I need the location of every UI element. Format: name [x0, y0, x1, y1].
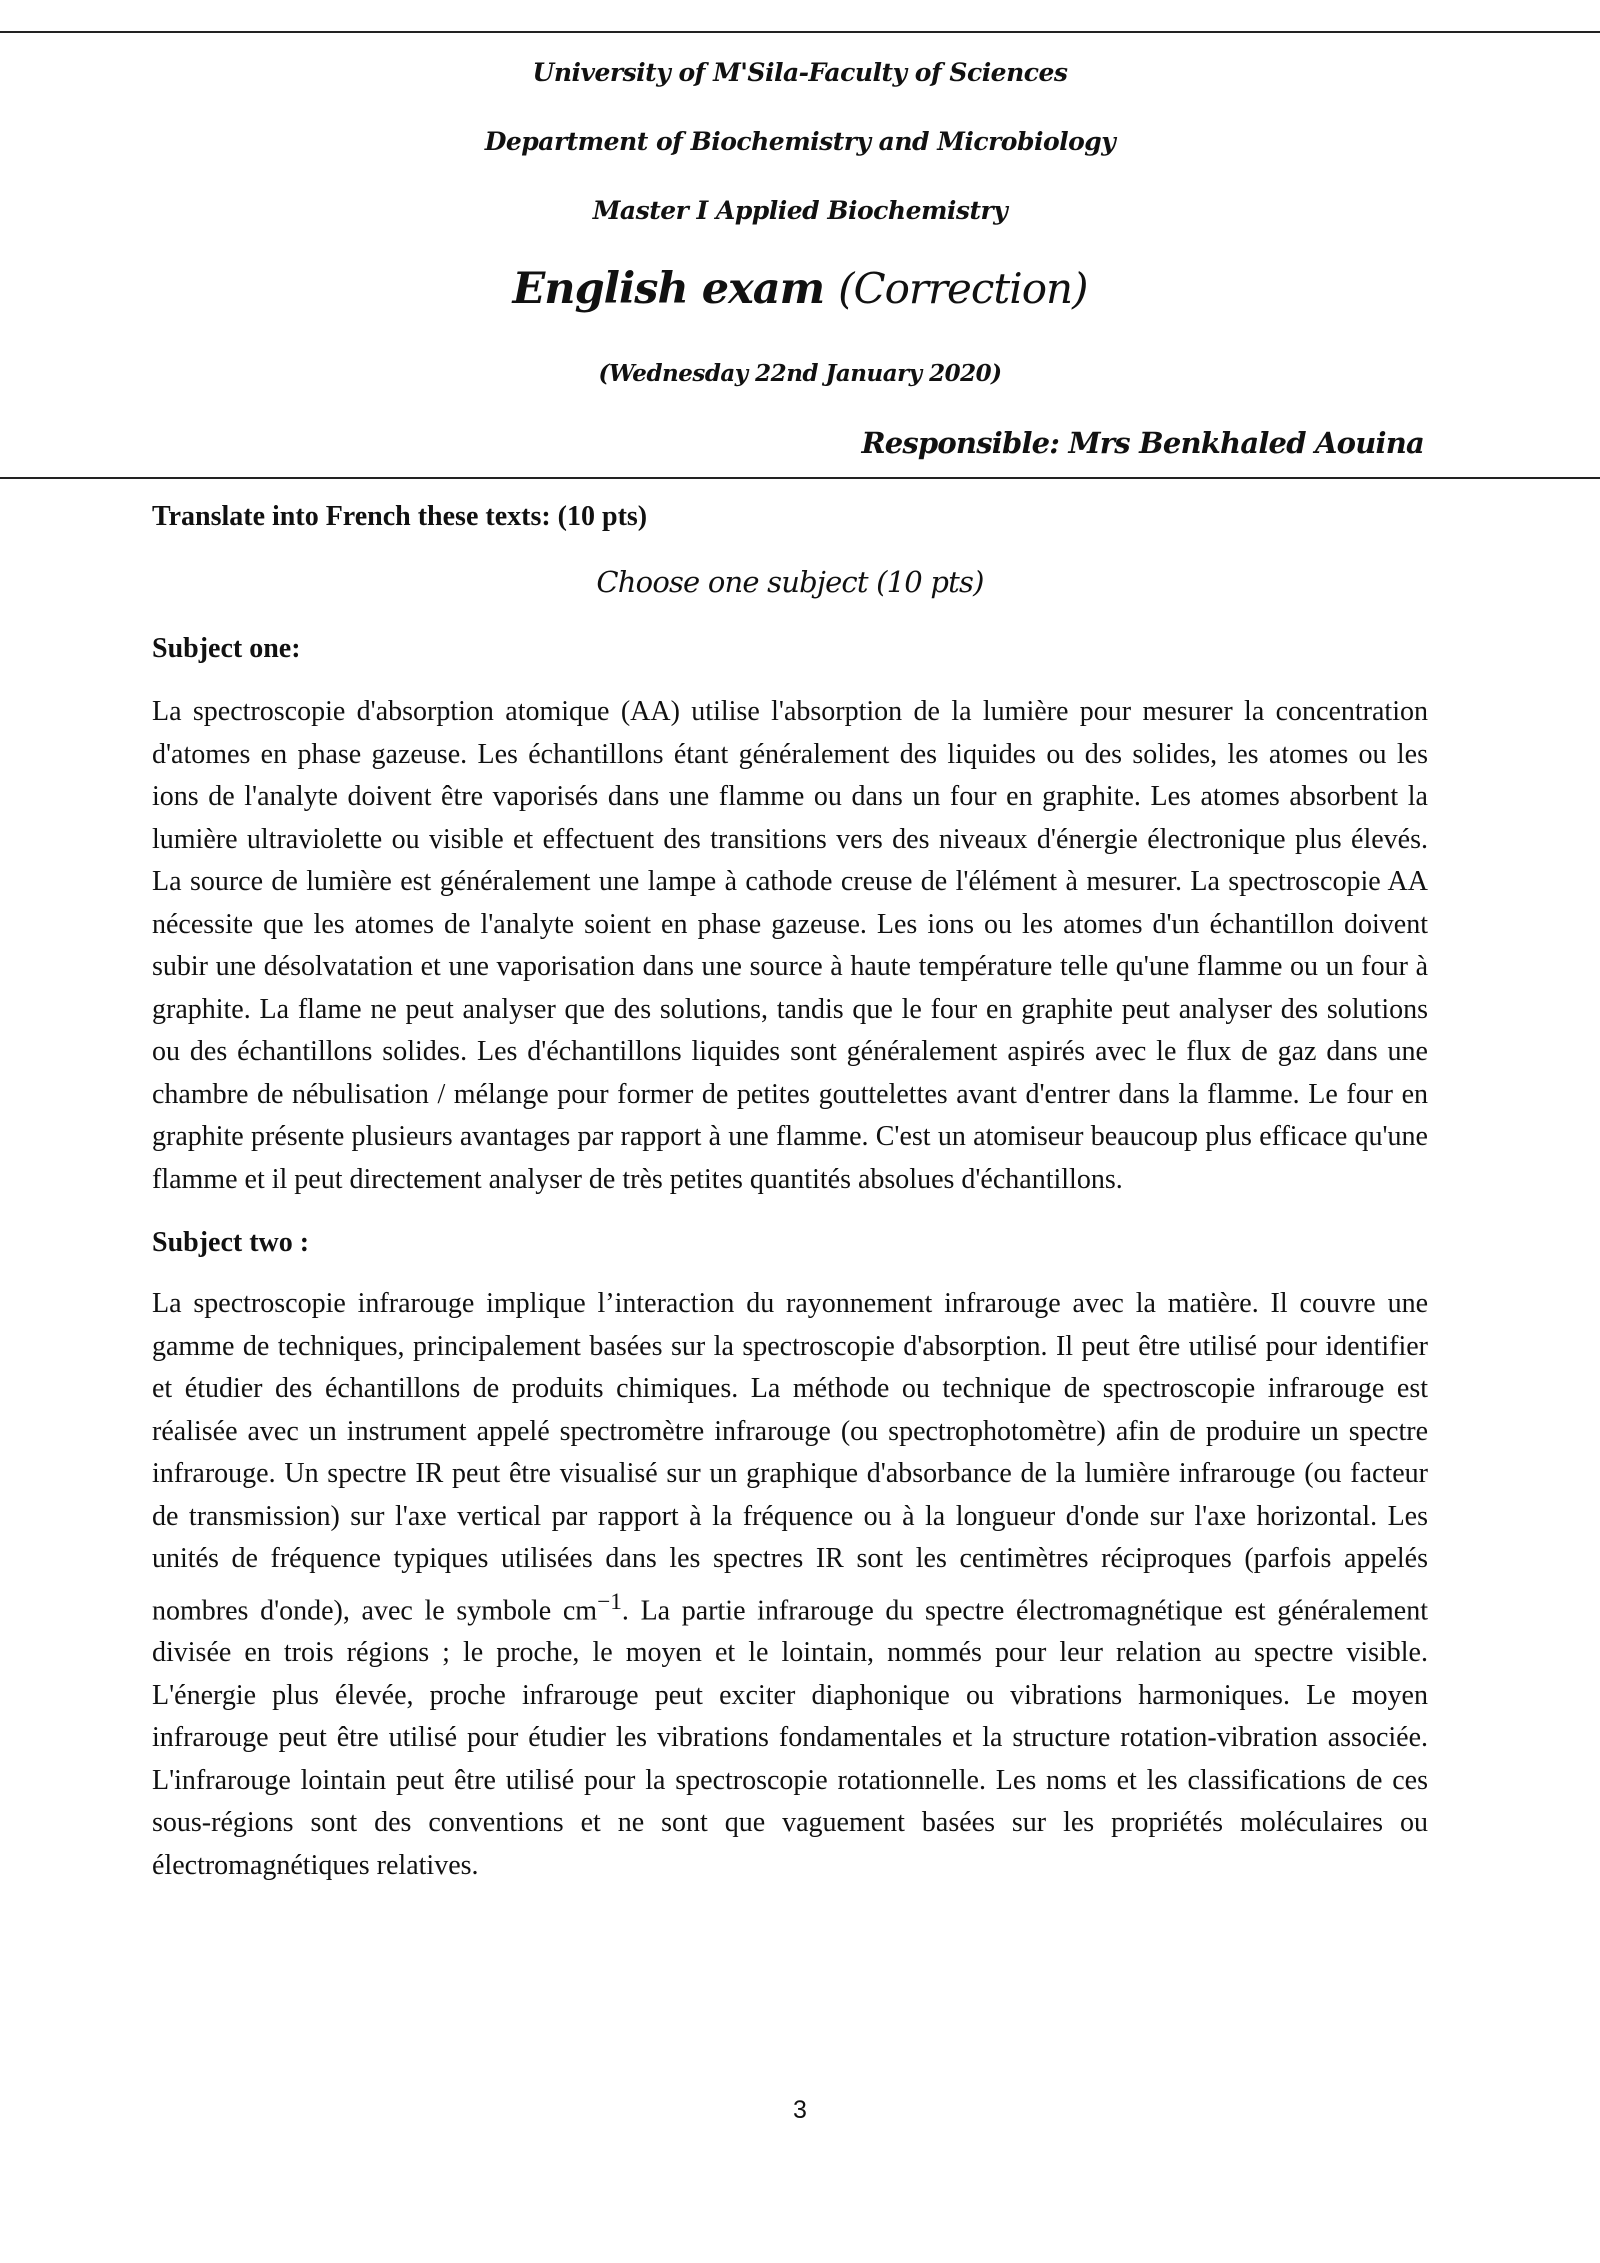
subject-one-text: La spectroscopie d'absorption atomique (AA) utilise l'absorption de la lumière pour mesurer la concentration d'atomes en phase gazeuse. Les échantillons étant généralement des liquides ou des solides, les atomes ou les ions de l'analyte doivent être vaporisés dans une flamme ou dans un four en graphite. Les atomes absorbent la lumière ultraviolette ou visible et effectuent des transitions vers des niveaux d'énergie électronique plus élevés. La source de lumière est généralement une lampe à cathode creuse de l'élément à mesurer. La spectroscopie AA nécessite que les atomes de l'analyte soient en phase gazeuse. Les ions ou les atomes d'un échantillon doivent subir une désolvatation et une vaporisation dans une source à haute température telle qu'une flamme ou un four à graphite. La flame ne peut analyser que des solutions, tandis que le four en graphite peut analyser des solutions ou des échantillons solides. Les d'échantillons liquides sont généralement aspirés avec le flux de gaz dans une chambre de nébulisation / mélange pour former de petites gouttelettes avant d'entrer dans la flamme. Le four en graphite présente plusieurs avantages par rapport à une flamme. C'est un atomiseur beaucoup plus efficace qu'une flamme et il peut directement analyser de très petites quantités absolues d'échantillons.: [152, 696, 1428, 1195]
exam-title: [0, 264, 1600, 314]
subject-two-title: Subject two :: [152, 1227, 310, 1258]
choose-subject-note: Choose one subject (10 pts): [596, 565, 984, 599]
page-number: 3: [793, 2096, 807, 2124]
exam-title-main: English exam: [512, 264, 825, 314]
subject-one-title: Subject one:: [152, 633, 301, 664]
subject-two-text: [152, 1283, 1428, 1887]
program-name: Master I Applied Biochemistry: [592, 196, 1008, 225]
university-name: University of M'Sila-Faculty of Sciences: [532, 58, 1068, 87]
exam-title-note: (Correction): [838, 264, 1088, 313]
subject-two-text-part-1: La spectroscopie infrarouge implique l’interaction du rayonnement infrarouge avec la matière. Il couvre une gamme de techniques, principalement basées sur la spectroscopie d'absorption. Il peut être utilisé pour identifier et étudier des échantillons de produits chimiques. La méthode ou technique de spectroscopie infrarouge est réalisée avec un instrument appelé spectromètre infrarouge (ou spectrophotomètre) afin de produire un spectre infrarouge. Un spectre IR peut être visualisé sur un graphique d'absorbance de la lumière infrarouge (ou facteur de transmission) sur l'axe vertical par rapport à la fréquence ou à la longueur d'onde sur l'axe horizontal. Les unités de fréquence typiques utilisées dans les spectres IR sont les centimètres réciproques (parfois appelés nombres d'onde), avec le symbole: [152, 1288, 1428, 1626]
exam-date: (Wednesday 22nd January 2020): [598, 360, 1002, 387]
unit-symbol: cm: [562, 1594, 598, 1626]
instructions: Translate into French these texts: (10 pts): [152, 501, 648, 532]
subject-two-text-part-2: . La partie infrarouge du spectre électromagnétique est généralement divisée en trois régions ; le proche, le moyen et le lointain, nommés pour leur relation au spectre visible. L'énergie plus élevée, proche infrarouge peut exciter diaphonique ou vibrations harmoniques. Le moyen infrarouge peut être utilisé pour étudier les vibrations fondamentales et la structure rotation-vibration associée. L'infrarouge lointain peut être utilisé pour la spectroscopie rotationnelle. Les noms et les classifications de ces sous-régions sont des conventions et ne sont que vaguement basées sur les propriétés moléculaires ou électromagnétiques relatives.: [152, 1594, 1428, 1881]
header-bottom-rule: [0, 477, 1600, 479]
department-name: Department of Biochemistry and Microbiology: [484, 127, 1116, 156]
unit-exponent: −1: [597, 1588, 622, 1615]
responsible-teacher: Responsible: Mrs Benkhaled Aouina: [861, 426, 1424, 460]
header-top-rule: [0, 31, 1600, 33]
exam-body: [152, 497, 1428, 1887]
